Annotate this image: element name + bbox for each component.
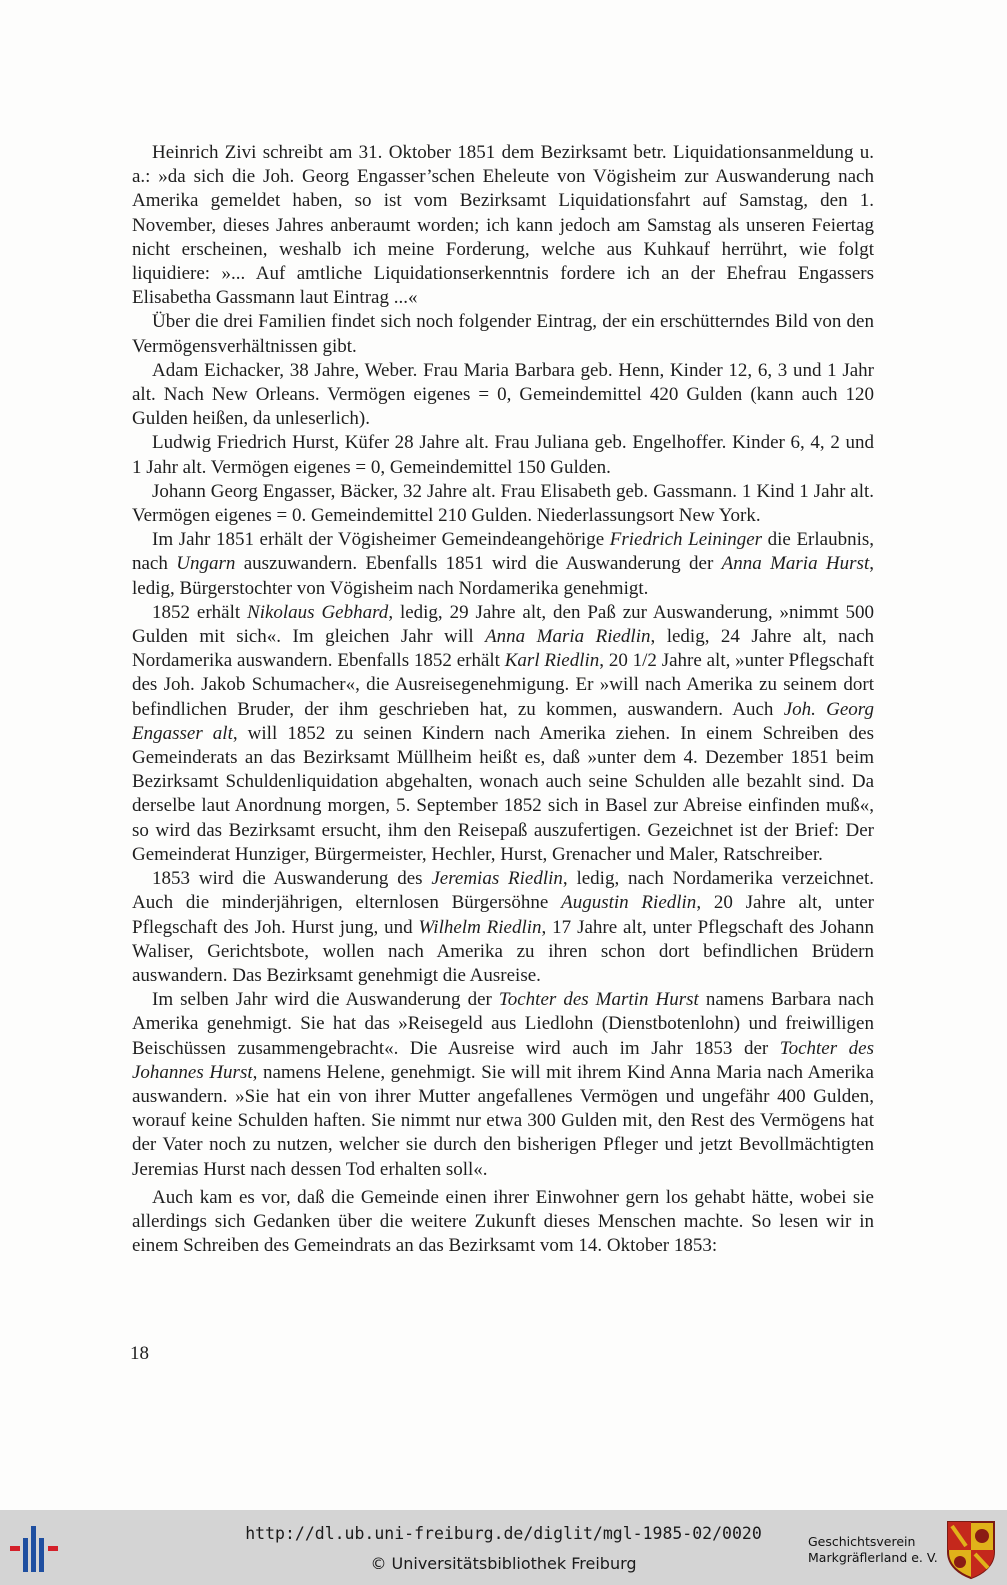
paragraph-2: Über die drei Familien findet sich noch folgender Eintrag, der ein erschütterndes Bild von den Vermögensverhältnissen gibt. (132, 311, 874, 357)
emphasized-name: Jeremias Riedlin (431, 868, 563, 890)
paragraph-8: 1853 wird die Auswanderung des Jeremias Riedlin, ledig, nach Nordamerika verzeichnet. Auch die minderjährigen, elternlosen Bürgersöhne Augustin Riedlin, 20 Jahre alt, unter Pflegschaft des Joh. Hurst jung, und Wilhelm Riedlin, 17 Jahre alt, unter Pflegschaft des Johann Waliser, Gerichtsbote, wollen nach Amerika zu ihren schon dort befindlichen Brüdern auswandern. Das Bezirksamt genehmigt die Ausreise. (132, 868, 874, 986)
coat-of-arms-icon[interactable] (944, 1518, 998, 1580)
footer-bar (0, 1510, 1007, 1585)
paragraph-10: Auch kam es vor, daß die Gemeinde einen ihrer Einwohner gern los gehabt hätte, wobei sie allerdings sich Gedanken über die weitere Zukunft dieses Menschen machte. So lesen wir in einem Schreiben des Gemeindrats an das Bezirksamt vom 14. Oktober 1853: (132, 1186, 874, 1257)
emphasized-name: Wilhelm Riedlin (418, 916, 542, 938)
society-name[interactable] (808, 1534, 938, 1566)
emphasized-name: Joh. Georg Engasser alt (132, 698, 874, 744)
paragraph-1: Heinrich Zivi schreibt am 31. Oktober 1851 dem Bezirksamt betr. Liquidationsanmeldung u. a.: »da sich die Joh. Georg Engasser’schen Eheleute von Vögisheim zur Auswanderung nach Amerika gemeldet haben, so ist vom Bezirksamt Liquidationsfahrt auf Samstag, den 1. November, dieses Jahres anberaumt worden; ich kann jedoch am Samstag als unseren Feiertag nicht erscheinen, weshalb ich meine Forderung, welche aus Kuhkauf herrührt, wie folgt liquidiere: »... Auf amtliche Liquidationserkenntnis fordere ich an der Ehefrau Engassers Elisabetha Gassmann laut Eintrag ...« (132, 142, 874, 309)
emphasized-name: Tochter des Johannes Hurst (132, 1037, 874, 1083)
emphasized-name: Karl Riedlin (504, 650, 600, 672)
paragraph-6: Im Jahr 1851 erhält der Vögisheimer Gemeindeangehörige Friedrich Leininger die Erlaubnis, nach Ungarn auszuwandern. Ebenfalls 1851 wird die Auswanderung der Anna Maria Hurst, ledig, Bürgerstochter von Vögisheim nach Nordamerika genehmigt. (132, 529, 875, 599)
paragraph-9: Im selben Jahr wird die Auswanderung der Tochter des Martin Hurst namens Barbara nach Amerika genehmigt. Sie hat das »Reisegeld aus Liedlohn (Dienstbotenlohn) und freiwilligen Beischüssen zusammengebracht«. Die Ausreise wird auch im Jahr 1853 der Tochter des Johannes Hurst, namens Helene, genehmigt. Sie will mit ihrem Kind Anna Maria nach Amerika auswandern. »Sie hat ein von ihrer Mutter angefallenes Vermögen und ungefähr 400 Gulden, worauf keine Schulden haften. Sie nimmt nur etwa 300 Gulden mit, den Rest des Vermögens hat der Vater noch zu nutzen, welcher sie durch den bisherigen Pfleger und jetzt Bevollmächtigten Jeremias Hurst nach dessen Tod erhalten soll«. (132, 989, 874, 1180)
emphasized-name: Tochter des Martin Hurst (498, 989, 699, 1011)
society-name-line-2: Markgräflerland e. V. (808, 1550, 938, 1565)
paragraph-7: 1852 erhält Nikolaus Gebhard, ledig, 29 Jahre alt, den Paß zur Auswanderung, »nimmt 500 Gulden mit sich«. Im gleichen Jahr will Anna Maria Riedlin, ledig, 24 Jahre alt, nach Nordamerika auswandern. Ebenfalls 1852 erhält Karl Riedlin, 20 1/2 Jahre alt, »unter Pflegschaft des Joh. Jakob Schumacher«, die Ausreisegenehmigung. Er »will nach Amerika zu seinem dort befindlichen Bruder, der ihm geschrieben hat, zu kommen, auswandern. Auch Joh. Georg Engasser alt, will 1852 zu seinen Kindern nach Amerika ziehen. In einem Schreiben des Gemeinderats an das Bezirksamt Müllheim heißt es, daß »unter dem 4. Dezember 1851 beim Bezirksamt Schuldenliquidation abgehalten, wonach auch seine Schulden alle bezahlt sind. Da derselbe laut Anordnung morgen, 5. September 1852 sich in Basel zur Abreise einfinden muß«, so wird das Bezirksamt ersucht, ihm den Reisepaß auszufertigen. Gezeichnet ist der Brief: Der Gemeinderat Hunziger, Bürgermeister, Hechler, Hurst, Grenacher und Maler, Ratschreiber. (132, 601, 874, 865)
emphasized-name: Augustin Riedlin (561, 892, 697, 914)
paragraph-5: Johann Georg Engasser, Bäcker, 32 Jahre alt. Frau Elisabeth geb. Gassmann. 1 Kind 1 Jahr alt. Vermögen eigenes = 0. Gemeindemittel 210 Gulden. Niederlassungsort New York. (132, 480, 874, 527)
emphasized-name: Anna Maria Hurst (721, 553, 870, 575)
paragraph-4: Ludwig Friedrich Hurst, Küfer 28 Jahre alt. Frau Juliana geb. Engelhoffer. Kinder 6, 4, 2 und 1 Jahr alt. Vermögen eigenes = 0, Gemeindemittel 150 Gulden. (132, 432, 874, 478)
paragraph-3: Adam Eichacker, 38 Jahre, Weber. Frau Maria Barbara geb. Henn, Kinder 12, 6, 3 und 1 Jahr alt. Nach New Orleans. Vermögen eigenes = 0, Gemeindemittel 420 Gulden (kann auch 120 Gulden heißen, da unleserlich). (132, 359, 874, 430)
emphasized-name: Nikolaus Gebhard (247, 601, 389, 623)
permalink-url[interactable]: http://dl.ub.uni-freiburg.de/diglit/mgl-1985-02/0020 (245, 1524, 762, 1543)
emphasized-name: Ungarn (176, 553, 236, 575)
emphasized-name: Anna Maria Riedlin (485, 626, 651, 648)
page-number: 18 (130, 1343, 149, 1364)
body-text (132, 141, 874, 1258)
copyright-notice: © Universitätsbibliothek Freiburg (370, 1554, 637, 1573)
society-name-line-1: Geschichtsverein (808, 1534, 916, 1549)
emphasized-name: Friedrich Leininger (609, 529, 763, 551)
